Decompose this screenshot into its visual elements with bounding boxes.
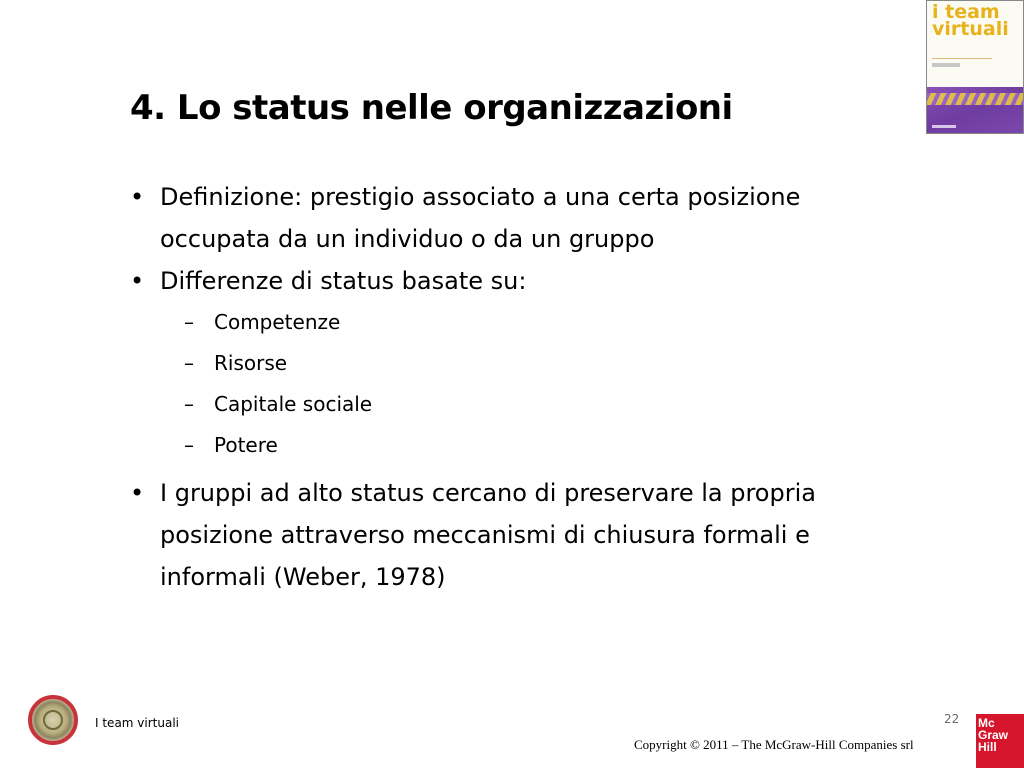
- bullet-differences: [130, 260, 920, 302]
- bullet-high-status-groups: [130, 472, 920, 598]
- sub-bullet-text: Risorse: [214, 351, 288, 375]
- sub-bullet-mark: –: [184, 310, 194, 334]
- sub-bullet-text: Competenze: [214, 310, 341, 334]
- slide-title: 4. Lo status nelle organizzazioni: [130, 88, 733, 128]
- bullet-text-line: posizione attraverso meccanismi di chiusura formali e: [160, 521, 810, 549]
- university-seal-icon: [28, 695, 78, 745]
- sub-bullet-mark: –: [184, 392, 194, 416]
- sub-bullet-text: Capitale sociale: [214, 392, 373, 416]
- bullet-text-line: Differenze di status basate su:: [160, 267, 527, 295]
- book-cover-title-line: virtuali: [932, 18, 1009, 40]
- slide-content: [130, 176, 920, 598]
- book-cover-title-line: i team: [932, 1, 1000, 23]
- book-cover-rule: [932, 58, 992, 59]
- bullet-text-line: informali (Weber, 1978): [160, 563, 446, 591]
- book-cover-publisher-mark: [932, 125, 956, 128]
- sub-bullet-item: [184, 425, 920, 466]
- sub-bullet-mark: –: [184, 351, 194, 375]
- mcgraw-hill-logo: [976, 714, 1024, 768]
- footer-course-title: I team virtuali: [95, 716, 179, 730]
- book-cover-author-line: [932, 63, 960, 67]
- sub-bullet-mark: –: [184, 433, 194, 457]
- logo-text: Hill: [978, 740, 997, 754]
- bullet-text-line: Definizione: prestigio associato a una certa posizione: [160, 183, 801, 211]
- sub-bullet-item: [184, 343, 920, 384]
- logo-text: Mc: [978, 716, 995, 730]
- bullet-mark: •: [130, 183, 145, 211]
- bullet-text-line: I gruppi ad alto status cercano di preservare la propria: [160, 479, 816, 507]
- sub-bullet-item: [184, 302, 920, 343]
- sub-bullet-list: [184, 302, 920, 466]
- book-cover-artwork: [927, 87, 1023, 133]
- bullet-mark: •: [130, 479, 145, 507]
- page-number: 22: [944, 712, 960, 726]
- bullet-text-line: occupata da un individuo o da un gruppo: [160, 225, 655, 253]
- bullet-mark: •: [130, 267, 145, 295]
- sub-bullet-item: [184, 384, 920, 425]
- logo-text: Graw: [978, 728, 1009, 742]
- sub-bullet-text: Potere: [214, 433, 278, 457]
- copyright-notice: Copyright © 2011 – The McGraw-Hill Companies srl: [634, 737, 914, 752]
- bullet-definition: [130, 176, 920, 260]
- book-cover-thumbnail: [926, 0, 1024, 134]
